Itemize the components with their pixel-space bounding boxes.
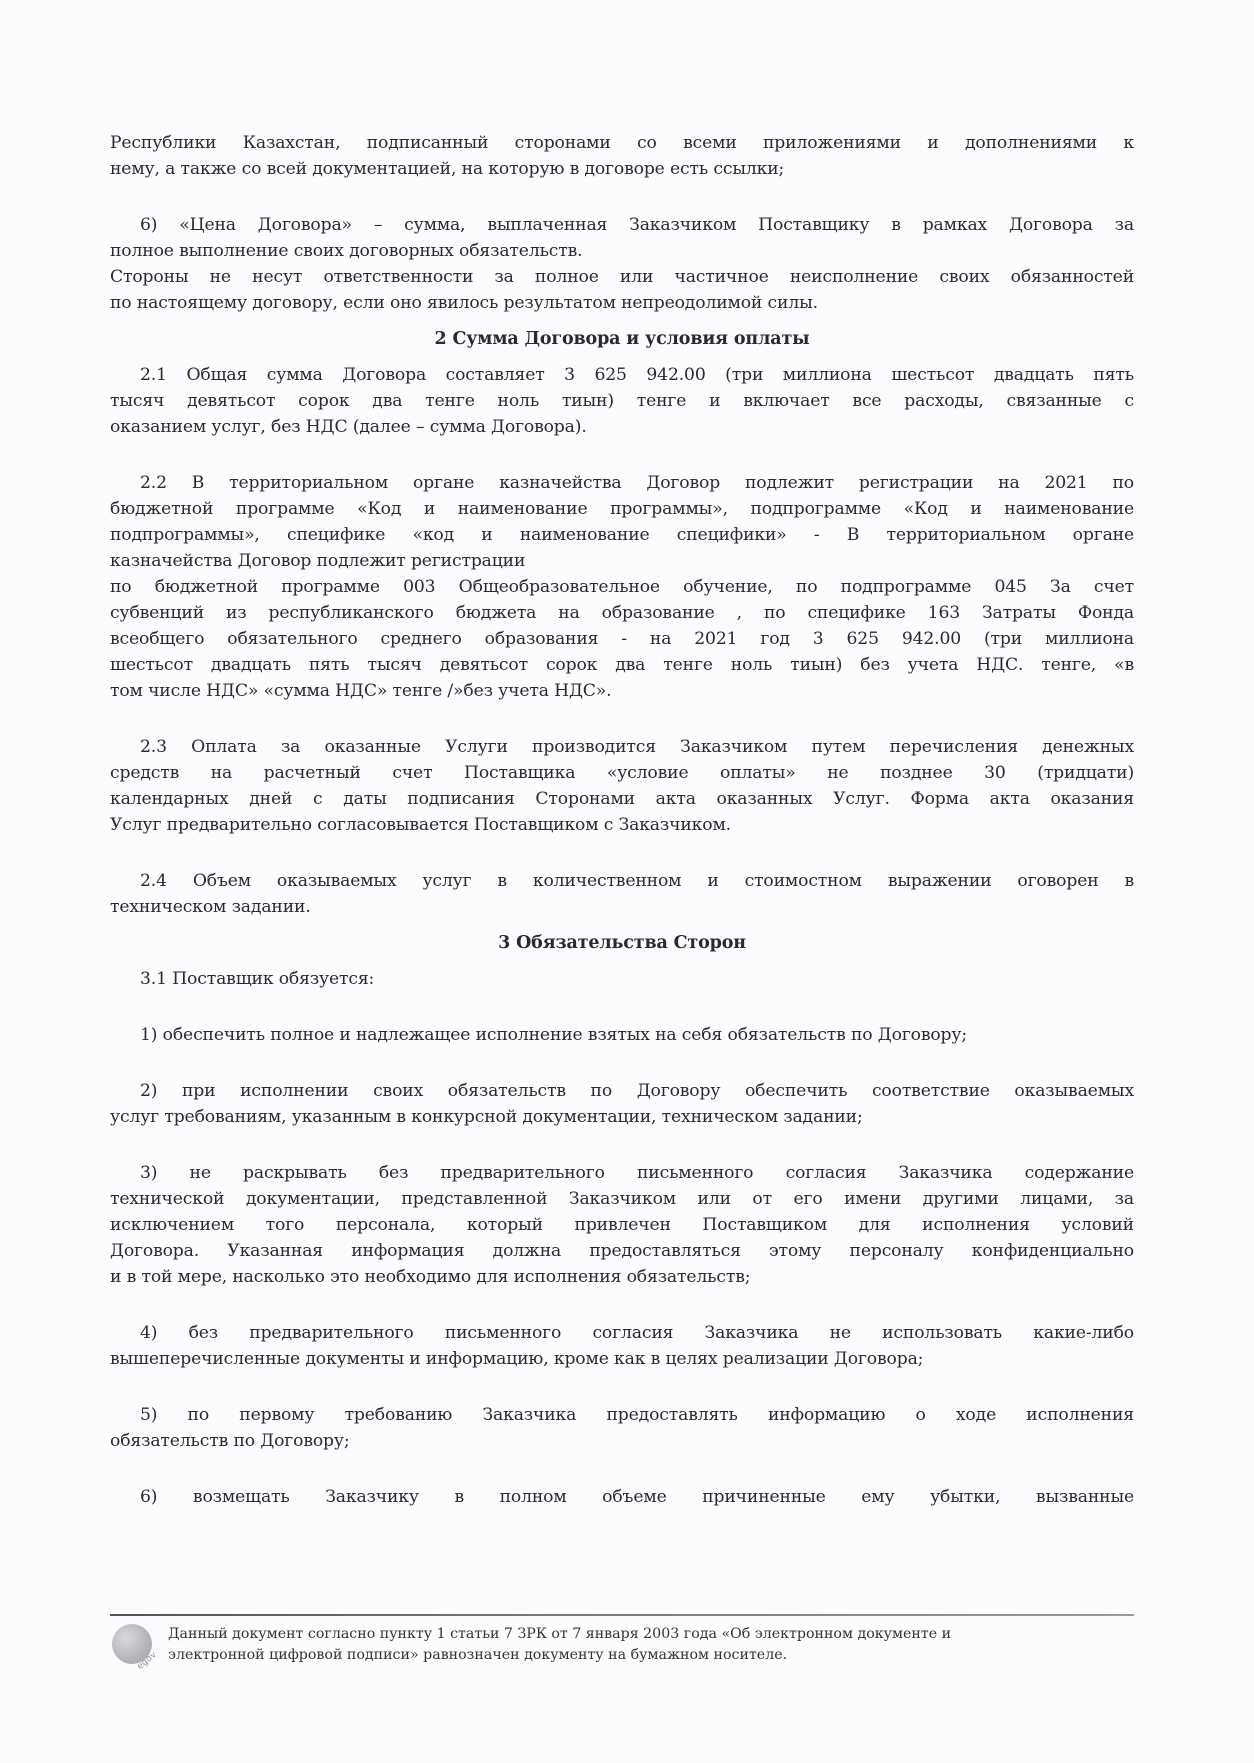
definition-price-paragraph [110,212,1134,264]
text-line: казначейства Договор подлежит регистрации [110,551,526,571]
document-page [110,130,1134,1510]
text-line: 6) «Цена Договора» – сумма, выплаченная Заказчиком Поставщику в рамках Договора за [140,215,1134,235]
text-line: 6) возмещать Заказчику в полном объеме причиненные ему убытки, вызванные [140,1487,1134,1507]
footer-line: электронной цифровой подписи» равнозначен документу на бумажном носителе. [168,1647,788,1663]
text-line: 5) по первому требованию Заказчика предоставлять информацию о ходе исполнения [140,1405,1134,1425]
text-line: том числе НДС» «сумма НДС» тенге /»без учета НДС». [110,681,612,701]
text-line: 2.4 Объем оказываемых услуг в количественном и стоимостном выражении оговорен в [140,871,1134,891]
text-line: вышеперечисленные документы и информацию, кроме как в целях реализации Договора; [110,1349,924,1369]
text-line: Услуг предварительно согласовывается Поставщиком с Заказчиком. [110,815,731,835]
obligation-item-2 [110,1078,1134,1130]
text-line: исключением того персонала, который привлечен Поставщиком для исполнения условий [110,1215,1134,1235]
obligation-item-3 [110,1160,1134,1290]
obligation-item-4 [110,1320,1134,1372]
text-line: календарных дней с даты подписания Сторонами акта оказанных Услуг. Форма акта оказания [110,789,1134,809]
text-line: Стороны не несут ответственности за полное или частичное неисполнение своих обязанностей [110,267,1134,287]
paragraph-3-1: 3.1 Поставщик обязуется: [140,969,375,989]
text-line: 2) при исполнении своих обязательств по Договору обеспечить соответствие оказываемых [140,1081,1134,1101]
text-line: и в той мере, насколько это необходимо для исполнения обязательств; [110,1267,751,1287]
text-line: по настоящему договору, если оно явилось результатом непреодолимой силы. [110,293,818,313]
text-line: 2.3 Оплата за оказанные Услуги производится Заказчиком путем перечисления денежных [140,737,1134,757]
text-line: Договора. Указанная информация должна предоставляться этому персоналу конфиденциально [110,1241,1134,1261]
text-line: бюджетной программе «Код и наименование программы», подпрограмме «Код и наименование [110,499,1134,519]
obligation-item-5 [110,1402,1134,1454]
text-line: по бюджетной программе 003 Общеобразовательное обучение, по подпрограмме 045 За счет [110,577,1134,597]
text-line: 3) не раскрывать без предварительного письменного согласия Заказчика содержание [140,1163,1134,1183]
text-line: 2.2 В территориальном органе казначейства Договор подлежит регистрации на 2021 по [140,473,1134,493]
text-line: услуг требованиям, указанным в конкурсной документации, техническом задании; [110,1107,863,1127]
text-line: средств на расчетный счет Поставщика «условие оплаты» не позднее 30 (тридцати) [110,763,1134,783]
text-line: нему, а также со всей документацией, на которую в договоре есть ссылки; [110,159,785,179]
force-majeure-paragraph [110,264,1134,316]
footer-divider [110,1614,1134,1616]
paragraph-2-3 [110,734,1134,838]
obligation-item-1 [110,1022,1134,1048]
text-line: субвенций из республиканского бюджета на образование , по специфике 163 Затраты Фонда [110,603,1134,623]
e-signature-footer [110,1614,1134,1672]
text-line: всеобщего обязательного среднего образования - на 2021 год 3 625 942.00 (три миллиона [110,629,1134,649]
section-3-heading: 3 Обязательства Сторон [498,933,746,953]
footer-line: Данный документ согласно пункту 1 статьи 7 ЗРК от 7 января 2003 года «Об электронном документе и [168,1626,952,1642]
obligation-item-6 [110,1484,1134,1510]
text-line: Республики Казахстан, подписанный сторонами со всеми приложениями и дополнениями к [110,133,1134,153]
text-line: 2.1 Общая сумма Договора составляет 3 625 942.00 (три миллиона шестьсот двадцать пять [140,365,1134,385]
section-2-heading: 2 Сумма Договора и условия оплаты [434,329,810,349]
paragraph-2-4 [110,868,1134,920]
egov-seal-icon: egov [110,1622,156,1668]
text-line: 4) без предварительного письменного согласия Заказчика не использовать какие-либо [140,1323,1134,1343]
text-line: тысяч девятьсот сорок два тенге ноль тиын) тенге и включает все расходы, связанные с [110,391,1134,411]
text-line: техническом задании. [110,897,311,917]
footer-notice [168,1624,951,1666]
text-line: полное выполнение своих договорных обязательств. [110,241,583,261]
intro-paragraph [110,130,1134,182]
paragraph-2-2 [110,470,1134,704]
text-line: 1) обеспечить полное и надлежащее исполнение взятых на себя обязательств по Договору; [140,1025,968,1045]
text-line: шестьсот двадцать пять тысяч девятьсот сорок два тенге ноль тиын) без учета НДС. тенге, «в [110,655,1134,675]
paragraph-2-1 [110,362,1134,440]
text-line: технической документации, представленной Заказчиком или от его имени другими лицами, за [110,1189,1134,1209]
text-line: обязательств по Договору; [110,1431,350,1451]
text-line: подпрограммы», специфике «код и наименование специфики» - В территориальном органе [110,525,1134,545]
text-line: оказанием услуг, без НДС (далее – сумма Договора). [110,417,587,437]
